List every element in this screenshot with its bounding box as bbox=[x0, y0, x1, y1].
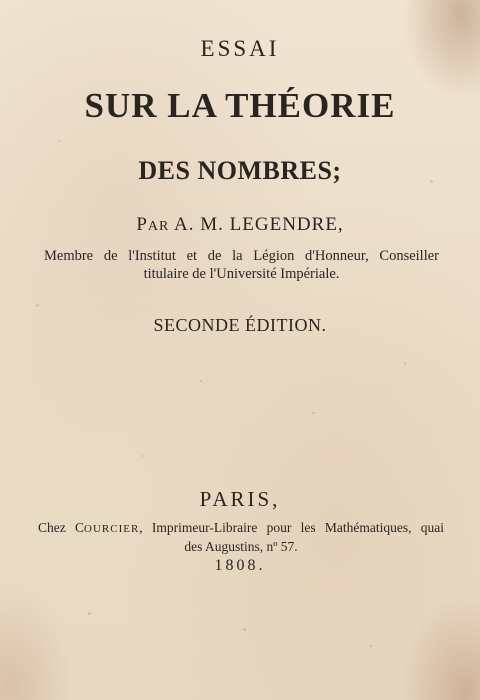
imprint-publisher bbox=[38, 519, 444, 556]
publisher-name-rest: OURCIER bbox=[84, 523, 140, 535]
author-name: A. M. LEGENDRE, bbox=[174, 214, 344, 235]
publisher-line-1 bbox=[38, 519, 444, 538]
edition-label: SECONDE ÉDITION. bbox=[153, 315, 327, 335]
author-membership bbox=[44, 247, 439, 283]
title-essai: ESSAI bbox=[200, 36, 280, 61]
publisher-name-initial: C bbox=[75, 520, 85, 535]
author-line bbox=[0, 214, 480, 236]
imprint-city: PARIS, bbox=[199, 487, 281, 511]
author-prefix-rest: AR bbox=[147, 219, 170, 234]
membership-line-2: titulaire de l'Université Impériale. bbox=[143, 266, 340, 282]
title-theorie: SUR LA THÉORIE bbox=[84, 86, 396, 125]
author-prefix-initial: P bbox=[136, 214, 148, 235]
publisher-description: , Imprimeur-Libraire pour les Mathématiques, quai bbox=[139, 520, 444, 535]
publisher-prefix: Chez bbox=[38, 520, 75, 535]
imprint-year: 1808. bbox=[214, 557, 266, 574]
publisher-line-2: des Augustins, nº 57. bbox=[184, 539, 298, 554]
membership-line-1: Membre de l'Institut et de la Légion d'Honneur, Conseiller bbox=[44, 248, 439, 264]
title-nombres: DES NOMBRES; bbox=[138, 156, 342, 185]
